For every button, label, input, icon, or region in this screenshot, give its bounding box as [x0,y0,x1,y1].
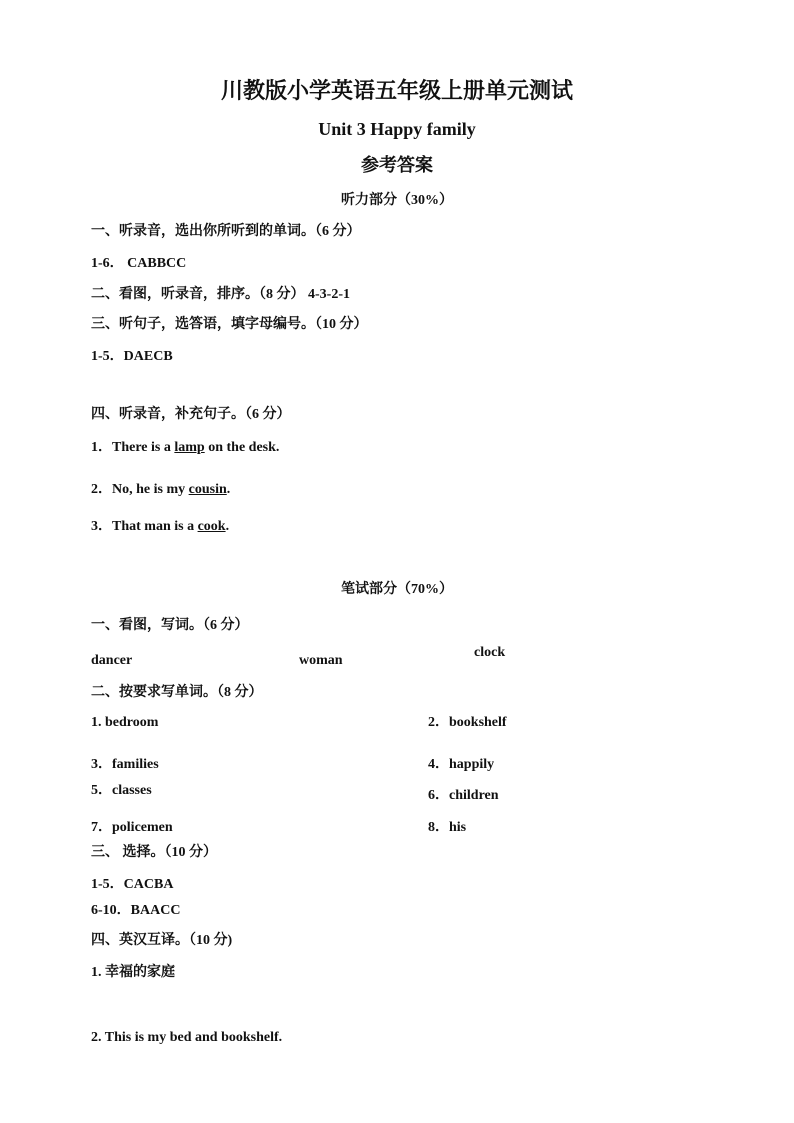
written-heading: 笔试部分（70%） [341,582,453,597]
q4-answer-2: 2. This is my bed and bookshelf. [91,1030,283,1045]
q3-answer-1: 1-5．CACBA [91,877,174,892]
sentence-3-end: . [225,519,230,534]
q2-item-7: 7．policemen [91,820,173,835]
sentence-2-start: 2．No, he is my [91,482,189,497]
sentence-1 [91,439,279,457]
sentence-3-answer: cook [197,519,226,534]
written-q3-heading: 三、 选择。（10 分） [91,845,217,860]
word-woman: woman [299,653,343,668]
word-dancer: dancer [91,653,133,668]
listening-q3-heading: 三、听句子，选答语，填字母编号。（10 分） [91,317,368,332]
sentence-2-end: . [226,482,231,497]
listening-q2-heading: 二、看图，听录音，排序。（8 分） 4-3-2-1 [91,287,350,302]
q2-item-4: 4．happily [428,757,495,772]
answer-key-title: 参考答案 [361,155,433,175]
written-q1-heading: 一、看图，写词。（6 分） [91,618,249,633]
written-q2-heading: 二、按要求写单词。（8 分） [91,685,263,700]
listening-q3-answer: 1-5．DAECB [91,349,173,364]
q2-item-5: 5．classes [91,783,152,798]
q2-item-1: 1. bedroom [91,715,159,730]
listening-q1-heading: 一、听录音，选出你所听到的单词。（6 分） [91,224,361,239]
q2-item-8: 8．his [428,820,467,835]
sentence-1-answer: lamp [174,440,205,455]
sentence-2 [91,481,230,499]
written-q4-heading: 四、英汉互译。（10 分) [91,933,233,948]
document-title: 川教版小学英语五年级上册单元测试 [220,78,573,103]
sentence-1-start: 1．There is a [91,440,175,455]
listening-heading: 听力部分（30%） [341,193,453,208]
word-clock: clock [474,645,506,660]
q4-answer-1: 1. 幸福的家庭 [91,965,175,980]
sentence-3 [91,518,229,536]
listening-q4-heading: 四、听录音，补充句子。（6 分） [91,407,291,422]
q2-item-3: 3．families [91,757,159,772]
sentence-1-end: on the desk. [204,440,280,455]
sentence-2-answer: cousin [188,482,227,497]
q2-item-2: 2．bookshelf [428,715,507,730]
q3-answer-2: 6-10．BAACC [91,903,181,918]
sentence-3-start: 3．That man is a [91,519,198,534]
q2-item-6: 6．children [428,788,499,803]
unit-title: Unit 3 Happy family [318,119,476,139]
listening-q1-answer: 1-6． CABBCC [91,256,187,271]
